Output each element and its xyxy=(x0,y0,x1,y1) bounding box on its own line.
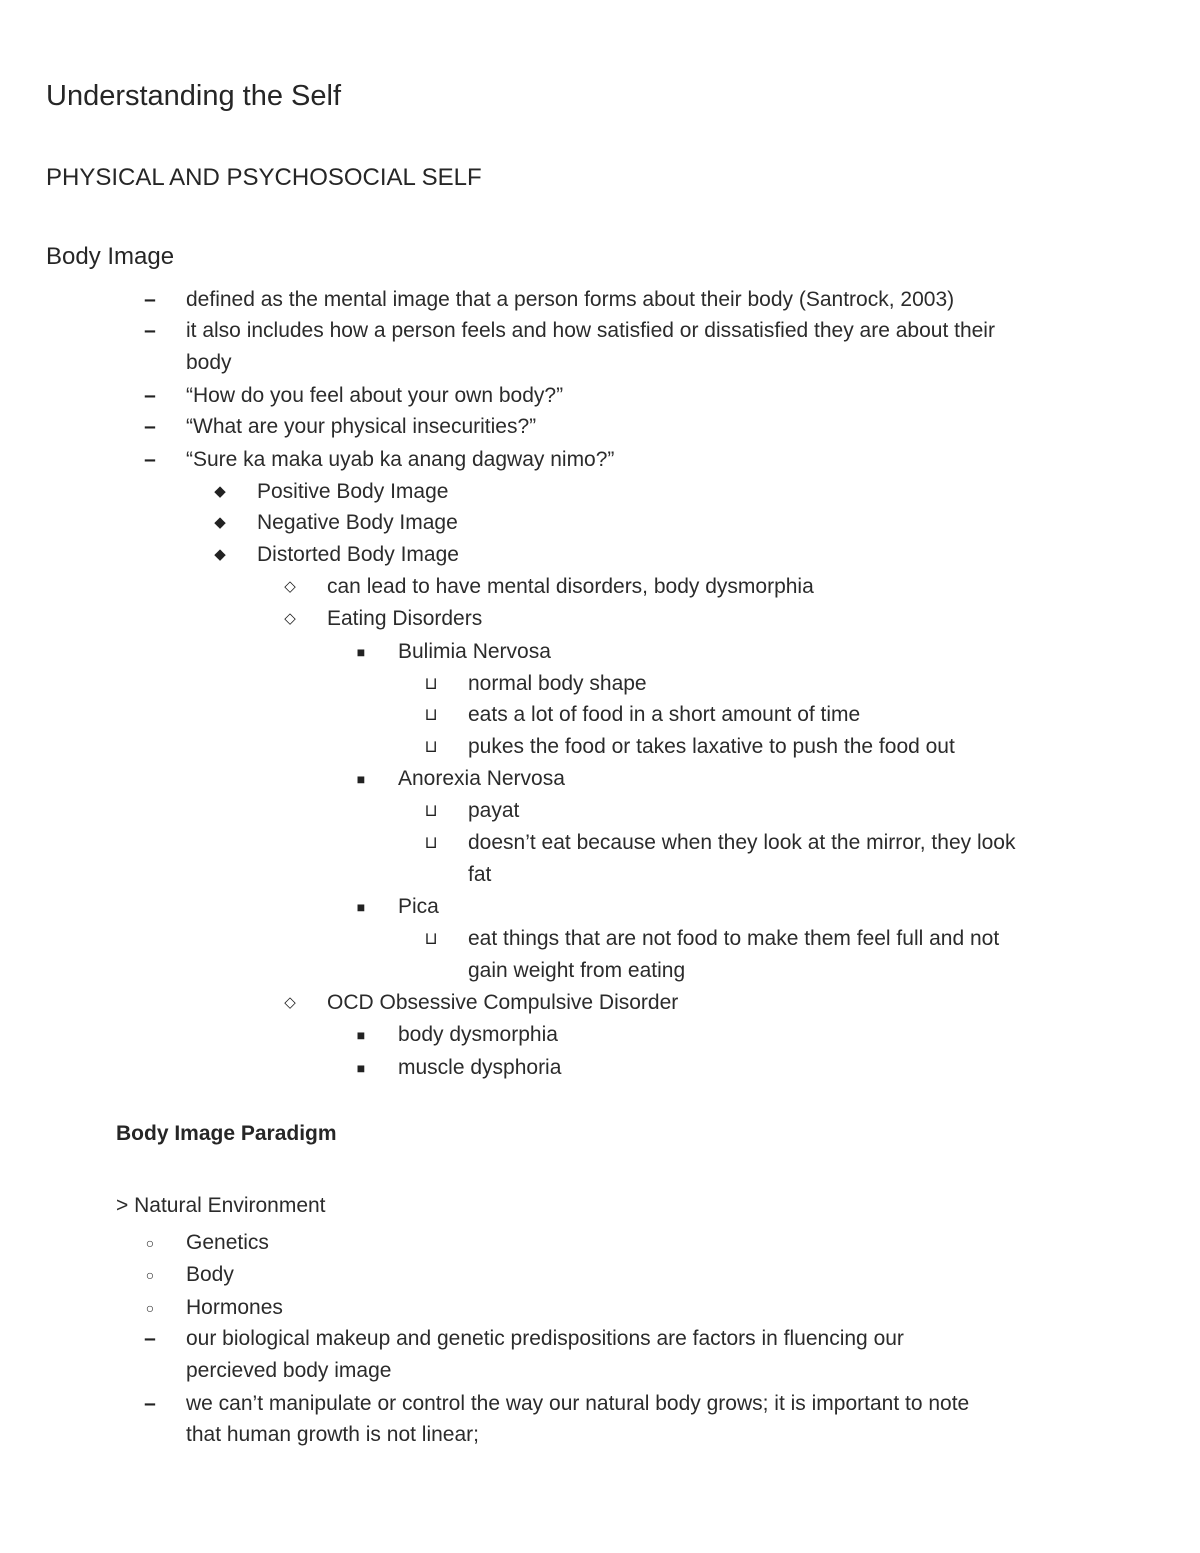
square-outline-bullet-icon: ⊔ xyxy=(424,833,438,852)
square-outline-bullet-icon: ⊔ xyxy=(424,705,438,724)
dash-bullet: – xyxy=(144,319,156,342)
dash-bullet: – xyxy=(144,448,156,471)
diamond-bullet-icon: ◆ xyxy=(214,546,226,563)
paradigm-heading: Body Image Paradigm xyxy=(116,1122,337,1145)
dash-bullet: – xyxy=(144,415,156,438)
circle-bullet-icon: ○ xyxy=(145,1267,155,1283)
dash-bullet: – xyxy=(144,384,156,407)
diamond-outline-bullet-icon: ◇ xyxy=(284,610,296,627)
circle-bullet-icon: ○ xyxy=(145,1300,155,1316)
square-outline-bullet-icon: ⊔ xyxy=(424,737,438,756)
page-title: Understanding the Self xyxy=(46,80,342,112)
square-bullet-icon: ■ xyxy=(356,644,366,660)
dash-bullet: – xyxy=(144,1327,156,1350)
natural-environment-label: > Natural Environment xyxy=(116,1194,326,1217)
square-bullet-icon: ■ xyxy=(356,1027,366,1043)
dash-bullet: – xyxy=(144,1392,156,1415)
square-outline-bullet-icon: ⊔ xyxy=(424,674,438,693)
dash-bullet: – xyxy=(144,288,156,311)
square-bullet-icon: ■ xyxy=(356,1060,366,1076)
subheading-body-image: Body Image xyxy=(46,243,175,270)
diamond-outline-bullet-icon: ◇ xyxy=(284,578,296,595)
square-outline-bullet-icon: ⊔ xyxy=(424,801,438,820)
square-bullet-icon: ■ xyxy=(356,771,366,787)
diamond-bullet-icon: ◆ xyxy=(214,514,226,531)
diamond-outline-bullet-icon: ◇ xyxy=(284,994,296,1011)
diamond-bullet-icon: ◆ xyxy=(214,483,226,500)
circle-bullet-icon: ○ xyxy=(145,1235,155,1251)
square-outline-bullet-icon: ⊔ xyxy=(424,929,438,948)
square-bullet-icon: ■ xyxy=(356,899,366,915)
section-heading: PHYSICAL AND PSYCHOSOCIAL SELF xyxy=(46,164,482,191)
